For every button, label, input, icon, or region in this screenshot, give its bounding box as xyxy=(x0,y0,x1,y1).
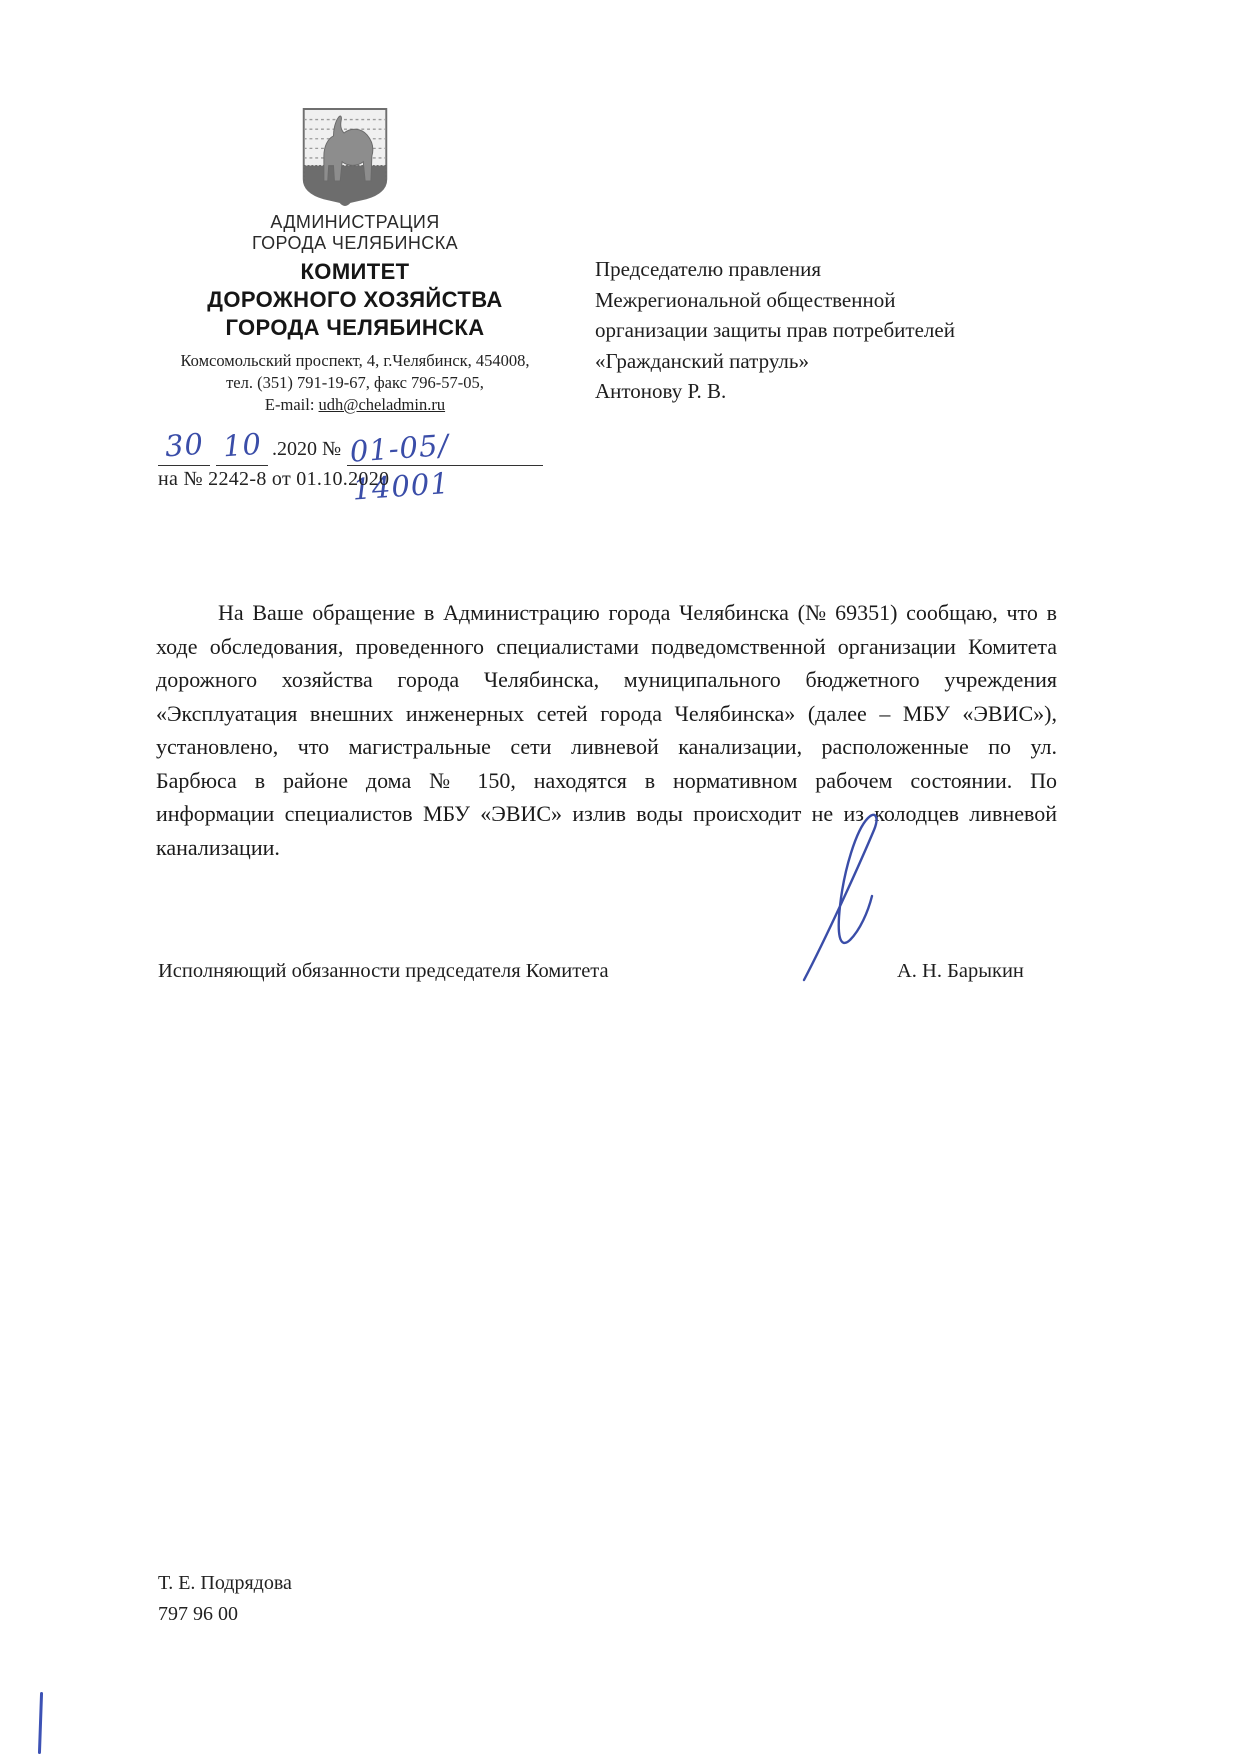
letterhead-address xyxy=(140,350,570,416)
recipient-line: Антонову Р. В. xyxy=(595,379,727,403)
address-phone-line: тел. (351) 791-19-67, факс 796-57-05, xyxy=(226,373,484,392)
recipient-line: Межрегиональной общественной xyxy=(595,287,896,312)
coat-of-arms-emblem xyxy=(297,106,393,208)
scan-artifact-blue-line xyxy=(38,1692,43,1754)
in-reply-to-line: на № 2242-8 от 01.10.2020 xyxy=(158,468,390,490)
handwritten-outgoing-number-field xyxy=(347,426,543,507)
committee-line-1: КОМИТЕТ xyxy=(300,259,410,284)
committee-heading xyxy=(140,258,570,342)
committee-line-3: ГОРОДА ЧЕЛЯБИНСКА xyxy=(225,315,485,340)
recipient-line: организации защиты прав потребителей xyxy=(595,318,955,342)
recipient-block xyxy=(595,254,1055,407)
signatory-name: А. Н. Барыкин xyxy=(897,960,1024,982)
email-label: E-mail: xyxy=(264,395,319,414)
executor-phone: 797 96 00 xyxy=(158,1603,238,1625)
camel-shield-icon xyxy=(297,106,393,208)
committee-line-2: ДОРОЖНОГО ХОЗЯЙСТВА xyxy=(207,287,503,312)
signatory-position-title: Исполняющий обязанности председателя Комитета xyxy=(158,960,609,982)
administration-line-1: АДМИНИСТРАЦИЯ xyxy=(270,212,440,232)
handwritten-date-month-field xyxy=(216,426,268,466)
printed-year-and-number-sign: .2020 № xyxy=(272,438,342,460)
recipient-line: «Гражданский патруль» xyxy=(595,348,809,373)
letter-body-paragraph: На Ваше обращение в Администрацию города Челябинска (№ 69351) сообщаю, что в ходе обследования, проведенного специалистами подведомственной организации Комитета дорожного хозяйства города Челябинска, муниципального бюджетного учреждения «Эксплуатация внешних инженерных сетей города Челябинска» (далее – МБУ «ЭВИС»), установлено, что магистральные сети ливневой канализации, расположенные по ул. Барбюса в районе дома № 150, находятся в нормативном рабочем состоянии. По информации специалистов МБУ «ЭВИС» излив воды происходит не из колодцев ливневой канализации. xyxy=(156,600,1057,860)
recipient-line: Председателю правления xyxy=(595,257,822,281)
address-street-line: Комсомольский проспект, 4, г.Челябинск, 454008, xyxy=(180,351,530,370)
handwritten-date-day-field xyxy=(158,426,210,466)
handwritten-month: 10 xyxy=(221,426,263,464)
address-email-line xyxy=(140,394,570,416)
email-address: udh@cheladmin.ru xyxy=(318,395,446,414)
handwritten-outgoing-number: 01-05/ 14001 xyxy=(348,427,451,507)
executor-name: Т. Е. Подрядова xyxy=(158,1572,292,1594)
handwritten-day: 30 xyxy=(163,426,205,464)
administration-heading xyxy=(140,212,570,254)
executor-block xyxy=(158,1568,292,1630)
administration-line-2: ГОРОДА ЧЕЛЯБИНСКА xyxy=(251,233,458,253)
